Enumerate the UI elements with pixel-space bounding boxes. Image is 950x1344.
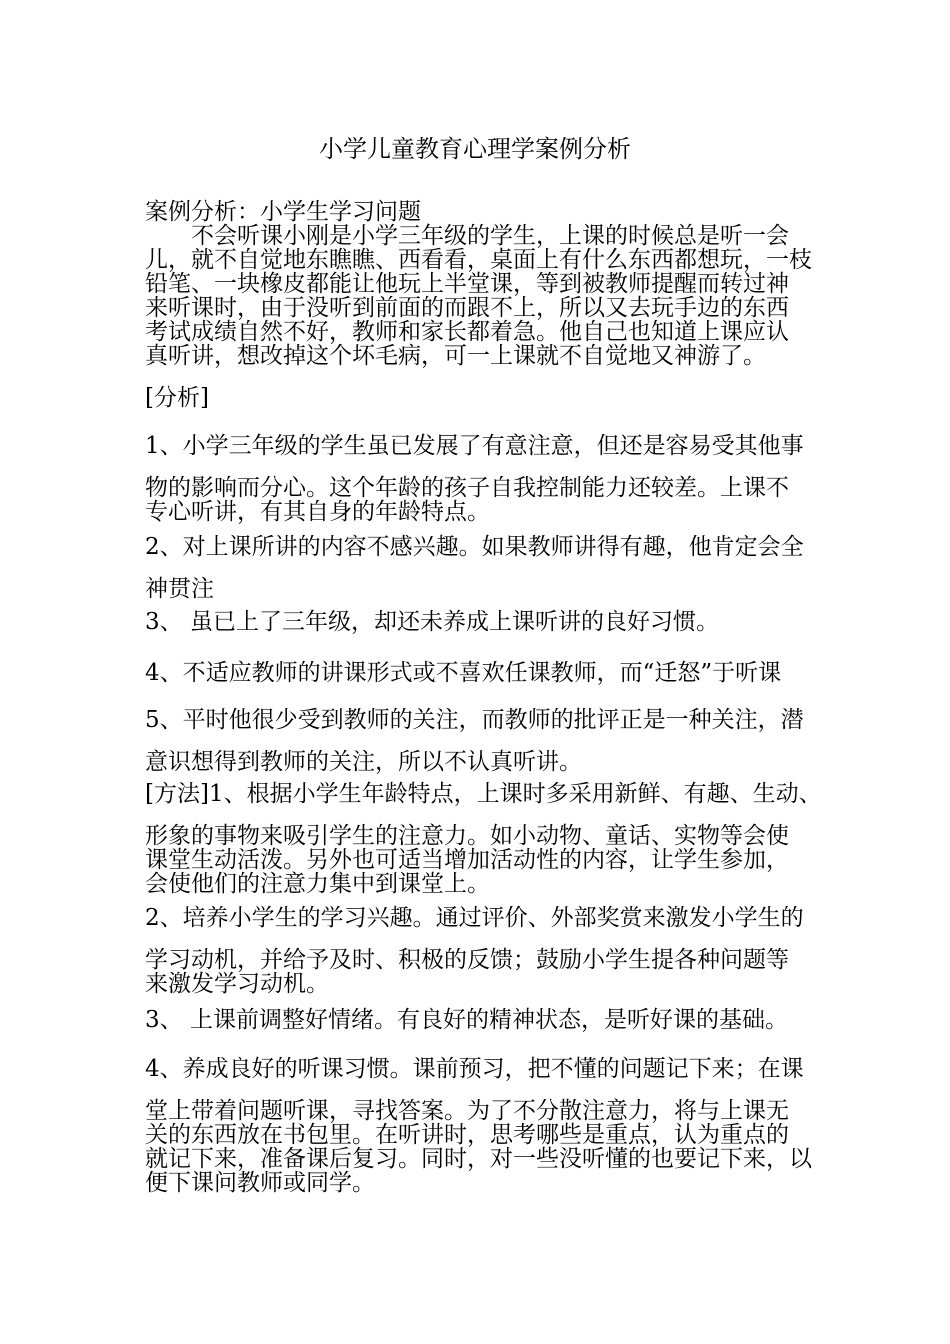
paragraph-line: 物的影响而分心。这个年龄的孩子自我控制能力还较差。上课不 [145,475,789,501]
case-line: 考试成绩自然不好，教师和家长都着急。他自己也知道上课应认 [145,319,789,345]
method-item [145,906,825,996]
case-section [145,200,825,368]
document-title: 小学儿童教育心理学案例分析 [319,135,631,163]
paragraph-line: 便下课问教师或同学。 [145,1170,375,1196]
analysis-item [145,610,825,634]
paragraph-first-line: 3、 虽已上了三年级，却还未养成上课听讲的良好习惯。 [145,609,719,635]
paragraph-line: 就记下来，准备课后复习。同时，对一些没听懂的也要记下来，以 [145,1146,812,1172]
paragraph-first-line: 4、养成良好的听课习惯。课前预习，把不懂的问题记下来；在课 [145,1056,804,1082]
case-line: 来听课时，由于没听到前面的而跟不上，所以又去玩手边的东西 [145,295,789,321]
analysis-item [145,535,825,601]
analysis-item [145,661,825,685]
paragraph-first-line: 2、对上课所讲的内容不感兴趣。如果教师讲得有趣，他肯定会全 [145,534,804,560]
method-item [145,782,825,896]
paragraph-first-line: [方法]1、根据小学生年龄特点，上课时多采用新鲜、有趣、生动、 [145,781,822,807]
paragraph-first-line: 4、不适应教师的讲课形式或不喜欢任课教师，而“迁怒”于听课 [145,660,782,686]
paragraph-line: 形象的事物来吸引学生的注意力。如小动物、童话、实物等会使 [145,823,789,849]
paragraph-first-line: 5、平时他很少受到教师的关注，而教师的批评正是一种关注，潜 [145,707,804,733]
case-line: 不会听课小刚是小学三年级的学生，上课的时候总是听一会 [145,223,789,249]
paragraph-first-line: 1、小学三年级的学生虽已发展了有意注意，但还是容易受其他事 [145,433,804,459]
paragraph-line: 堂上带着问题听课，寻找答案。为了不分散注意力，将与上课无 [145,1098,789,1124]
analysis-heading: [分析] [145,385,209,411]
case-heading: 案例分析：小学生学习问题 [145,199,421,225]
paragraph-line: 课堂生动活泼。另外也可适当增加活动性的内容，让学生参加， [145,847,789,873]
analysis-item [145,708,825,774]
analysis-item [145,434,825,524]
paragraph-line: 会使他们的注意力集中到课堂上。 [145,871,490,897]
method-item [145,1008,825,1032]
paragraph-first-line: 2、培养小学生的学习兴趣。通过评价、外部奖赏来激发小学生的 [145,905,804,931]
paragraph-line: 关的东西放在书包里。在听讲时，思考哪些是重点，认为重点的 [145,1122,789,1148]
case-line: 铅笔、一块橡皮都能让他玩上半堂课，等到被教师提醒而转过神 [145,271,789,297]
paragraph-line: 专心听讲，有其自身的年龄特点。 [145,499,490,525]
paragraph-line: 来激发学习动机。 [145,971,329,997]
case-line: 儿，就不自觉地东瞧瞧、西看看，桌面上有什么东西都想玩，一枝 [145,247,812,273]
paragraph-line: 意识想得到教师的关注，所以不认真听讲。 [145,749,582,775]
paragraph-line: 神贯注 [145,576,214,602]
paragraph-line: 学习动机，并给予及时、积极的反馈；鼓励小学生提各种问题等 [145,947,789,973]
case-line: 真听讲，想改掉这个坏毛病，可一上课就不自觉地又神游了。 [145,343,766,369]
method-item [145,1057,825,1195]
paragraph-first-line: 3、 上课前调整好情绪。有良好的精神状态，是听好课的基础。 [145,1007,788,1033]
